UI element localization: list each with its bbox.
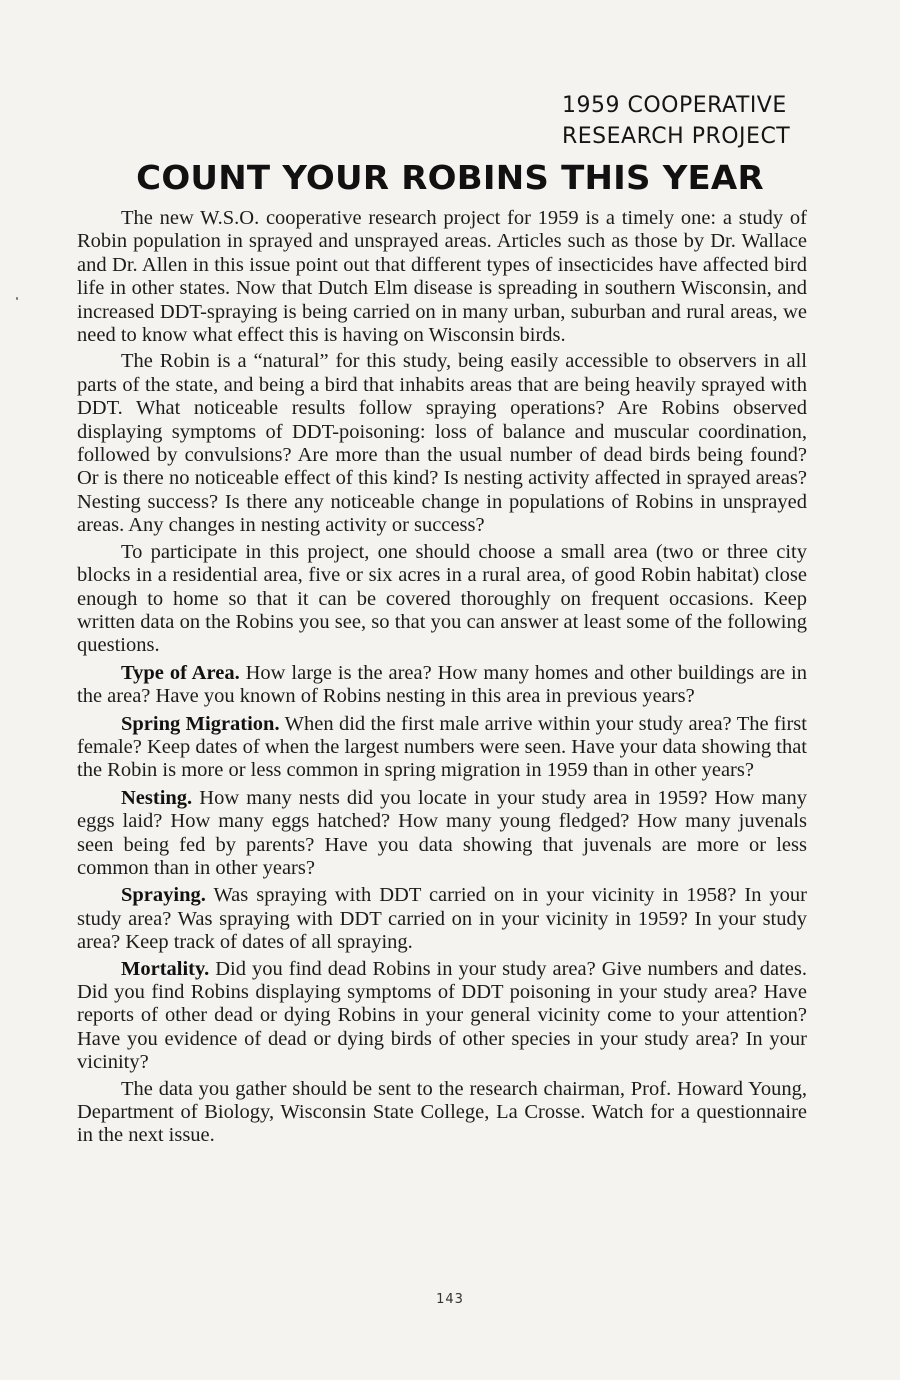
section-text-mortality: Did you find dead Robins in your study area? Give numbers and dates. Did you find Robins displaying symptoms of DDT poisoning in your study area? Have reports of other dead or dying Robins in your general vicinity come to your attention? Have you evidence of dead or dying birds of other species in your study area? In your vicinity?	[77, 957, 807, 1074]
section-heading-nesting: Nesting.	[121, 786, 193, 809]
section-text-nesting: How many nests did you locate in your study area in 1959? How many eggs laid? How many eggs hatched? How many young fledged? How many juvenals seen being fed by parents? Have you data showing that juvenals are more or less common than in other years?	[77, 786, 807, 879]
section-heading-spraying: Spraying.	[121, 884, 206, 907]
kicker-line-1: 1959 COOPERATIVE	[562, 93, 787, 118]
section-spraying	[77, 884, 807, 954]
project-kicker	[562, 90, 802, 152]
section-spring-migration	[77, 713, 807, 783]
paragraph-participate: To participate in this project, one should choose a small area (two or three city blocks in a residential area, five or six acres in a rural area, of good Robin habitat) close enough to home so that it can be covered thoroughly on frequent occasions. Keep written data on the Robins you see, so that you can answer at least some of the following questions.	[77, 540, 807, 657]
section-heading-type-of-area: Type of Area.	[121, 661, 240, 684]
section-type-of-area	[77, 662, 807, 709]
paragraph-intro: The new W.S.O. cooperative research project for 1959 is a timely one: a study of Robin population in sprayed and unsprayed areas. Articles such as those by Dr. Wallace and Dr. Allen in this issue point out that different types of insecticides have affected bird life in other states. Now that Dutch Elm disease is spreading in southern Wisconsin, and increased DDT-spraying is being carried on in many urban, suburban and rural areas, we need to know what effect this is having on Wisconsin birds.	[77, 207, 807, 347]
paragraph-closing: The data you gather should be sent to the research chairman, Prof. Howard Young, Department of Biology, Wisconsin State College, La Crosse. Watch for a questionnaire in the next issue.	[77, 1077, 807, 1147]
section-text-spring-migration: When did the first male arrive within your study area? The first female? Keep dates of when the largest numbers were seen. Have your data showing that the Robin is more or less common in spring migration in 1959 than in other years?	[77, 712, 807, 782]
section-mortality	[77, 958, 807, 1075]
section-heading-mortality: Mortality.	[121, 957, 210, 980]
section-text-spraying: Was spraying with DDT carried on in your vicinity in 1958? In your study area? Was spraying with DDT carried on in your vicinity in 1959? In your study area? Keep track of dates of all spraying.	[77, 884, 807, 954]
paragraph-robin-natural: The Robin is a “natural” for this study, being easily accessible to observers in all parts of the state, and being a bird that inhabits areas that are being heavily sprayed with DDT. What noticeable results follow spraying operations? Are Robins observed displaying symptoms of DDT-poisoning: loss of balance and muscular coordination, followed by convulsions? Are more than the usual number of dead birds being found? Or is there no noticeable effect of this kind? Is nesting activity affected in sprayed areas? Nesting success? Is there any noticeable change in populations of Robins in unsprayed areas. Any changes in nesting activity or success?	[77, 350, 807, 537]
kicker-line-2: RESEARCH PROJECT	[562, 124, 791, 149]
paper-speck	[16, 297, 18, 300]
section-nesting	[77, 787, 807, 881]
page-number: 143	[436, 1292, 464, 1307]
section-heading-spring-migration: Spring Migration.	[121, 712, 280, 735]
article-body	[77, 207, 807, 1148]
section-text-type-of-area: How large is the area? How many homes and other buildings are in the area? Have you known of Robins nesting in this area in previous years?	[77, 661, 807, 708]
article-title: COUNT YOUR ROBINS THIS YEAR	[136, 158, 764, 197]
